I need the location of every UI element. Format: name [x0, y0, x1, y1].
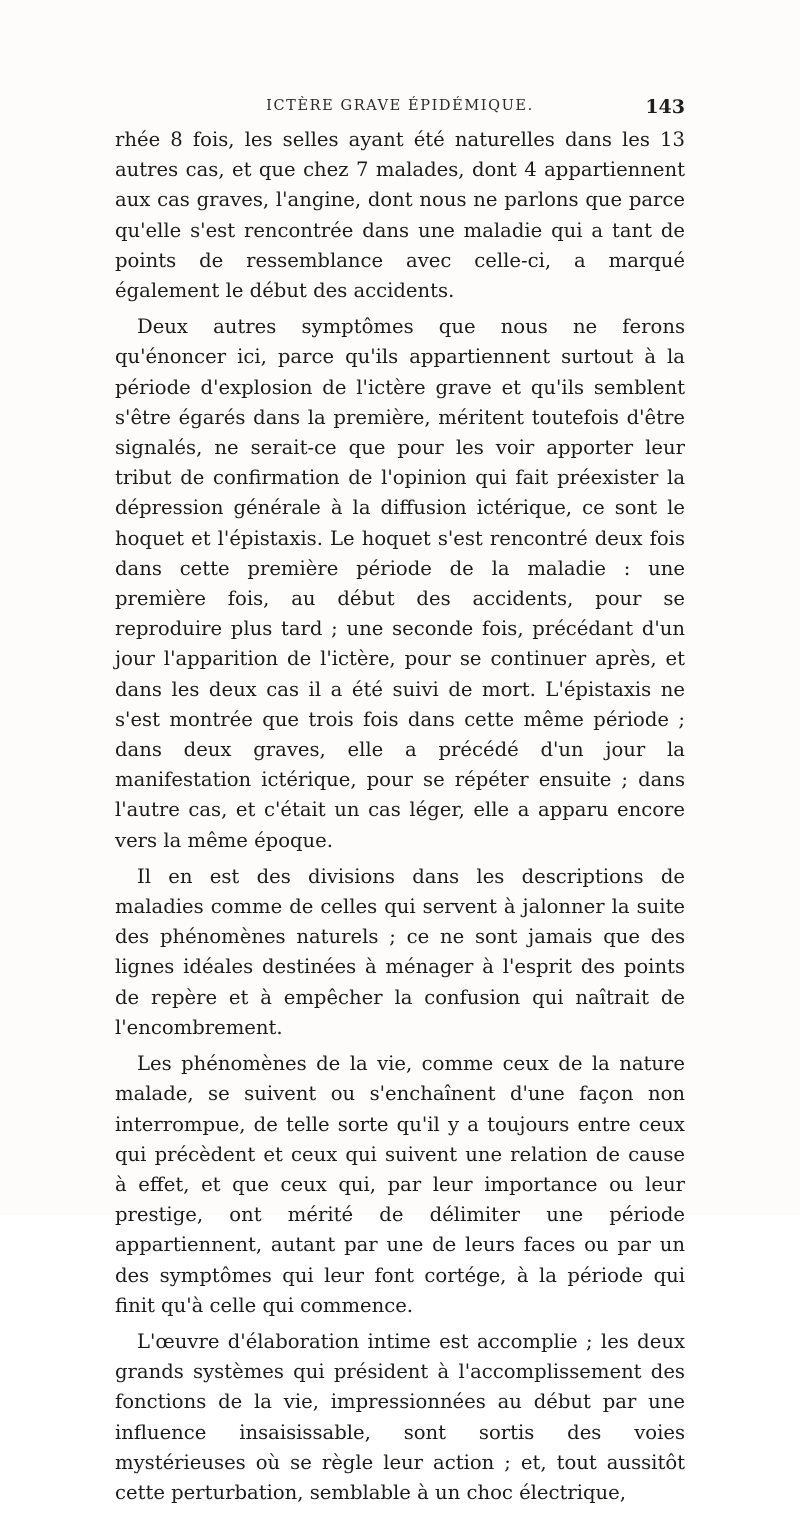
paragraph-continuation: rhée 8 fois, les selles ayant été naturelles dans les 13 autres cas, et que chez 7 malades, dont 4 appartiennent aux cas graves, l'angine, dont nous ne parlons que parce qu'elle s'est rencontrée dans une maladie qui a tant de points de ressemblance avec celle-ci, a marqué également le début des accidents. — [115, 128, 685, 303]
paragraph-symptoms: Deux autres symptômes que nous ne ferons qu'énoncer ici, parce qu'ils appartiennent surtout à la période d'explosion de l'ictère grave et qu'ils semblent s'être égarés dans la première, méritent toutefois d'être signalés, ne serait-ce que pour les voir apporter leur tribut de confirmation de l'opinion qui fait préexister la dépression générale à la diffusion ictérique, ce sont le hoquet et l'épistaxis. Le hoquet s'est rencontré deux fois dans cette première période de la maladie : une première fois, au début des accidents, pour se reproduire plus tard ; une seconde fois, précédant d'un jour l'apparition de l'ictère, pour se continuer après, et dans les deux cas il a été suivi de mort. L'épistaxis ne s'est montrée que trois fois dans cette même période ; dans deux graves, elle a précédé d'un jour la manifestation ictérique, pour se répéter ensuite ; dans l'autre cas, et c'était un cas léger, elle a apparu encore vers la même époque. — [115, 315, 685, 852]
paragraph-phenomena: Les phénomènes de la vie, comme ceux de la nature malade, se suivent ou s'enchaînent d'une façon non interrompue, de telle sorte qu'il y a toujours entre ceux qui précèdent et ceux qui suivent une relation de cause à effet, et que ceux qui, par leur importance ou leur prestige, ont mérité de délimiter une période appartiennent, autant par une de leurs faces ou par un des symptômes qui leur font cortége, à la période qui finit qu'à celle qui commence. — [115, 1052, 685, 1317]
running-head — [115, 98, 685, 122]
body-text — [115, 125, 685, 1514]
running-title: ICTÈRE GRAVE ÉPIDÉMIQUE. — [266, 98, 534, 114]
paragraph-divisions: Il en est des divisions dans les descriptions de maladies comme de celles qui servent à jalonner la suite des phénomènes naturels ; ce ne sont jamais que des lignes idéales destinées à ménager à l'esprit des points de repère et à empêcher la confusion qui naîtrait de l'encombrement. — [115, 864, 685, 1039]
paragraph-elaboration: L'œuvre d'élaboration intime est accomplie ; les deux grands systèmes qui président à l'accomplissement des fonctions de la vie, impressionnées au début par une influence insaisissable, sont sortis des voies mystérieuses où se règle leur action ; et, tout aussitôt cette perturbation, semblable à un choc électrique, — [115, 1329, 685, 1504]
page-number: 143 — [645, 96, 685, 118]
